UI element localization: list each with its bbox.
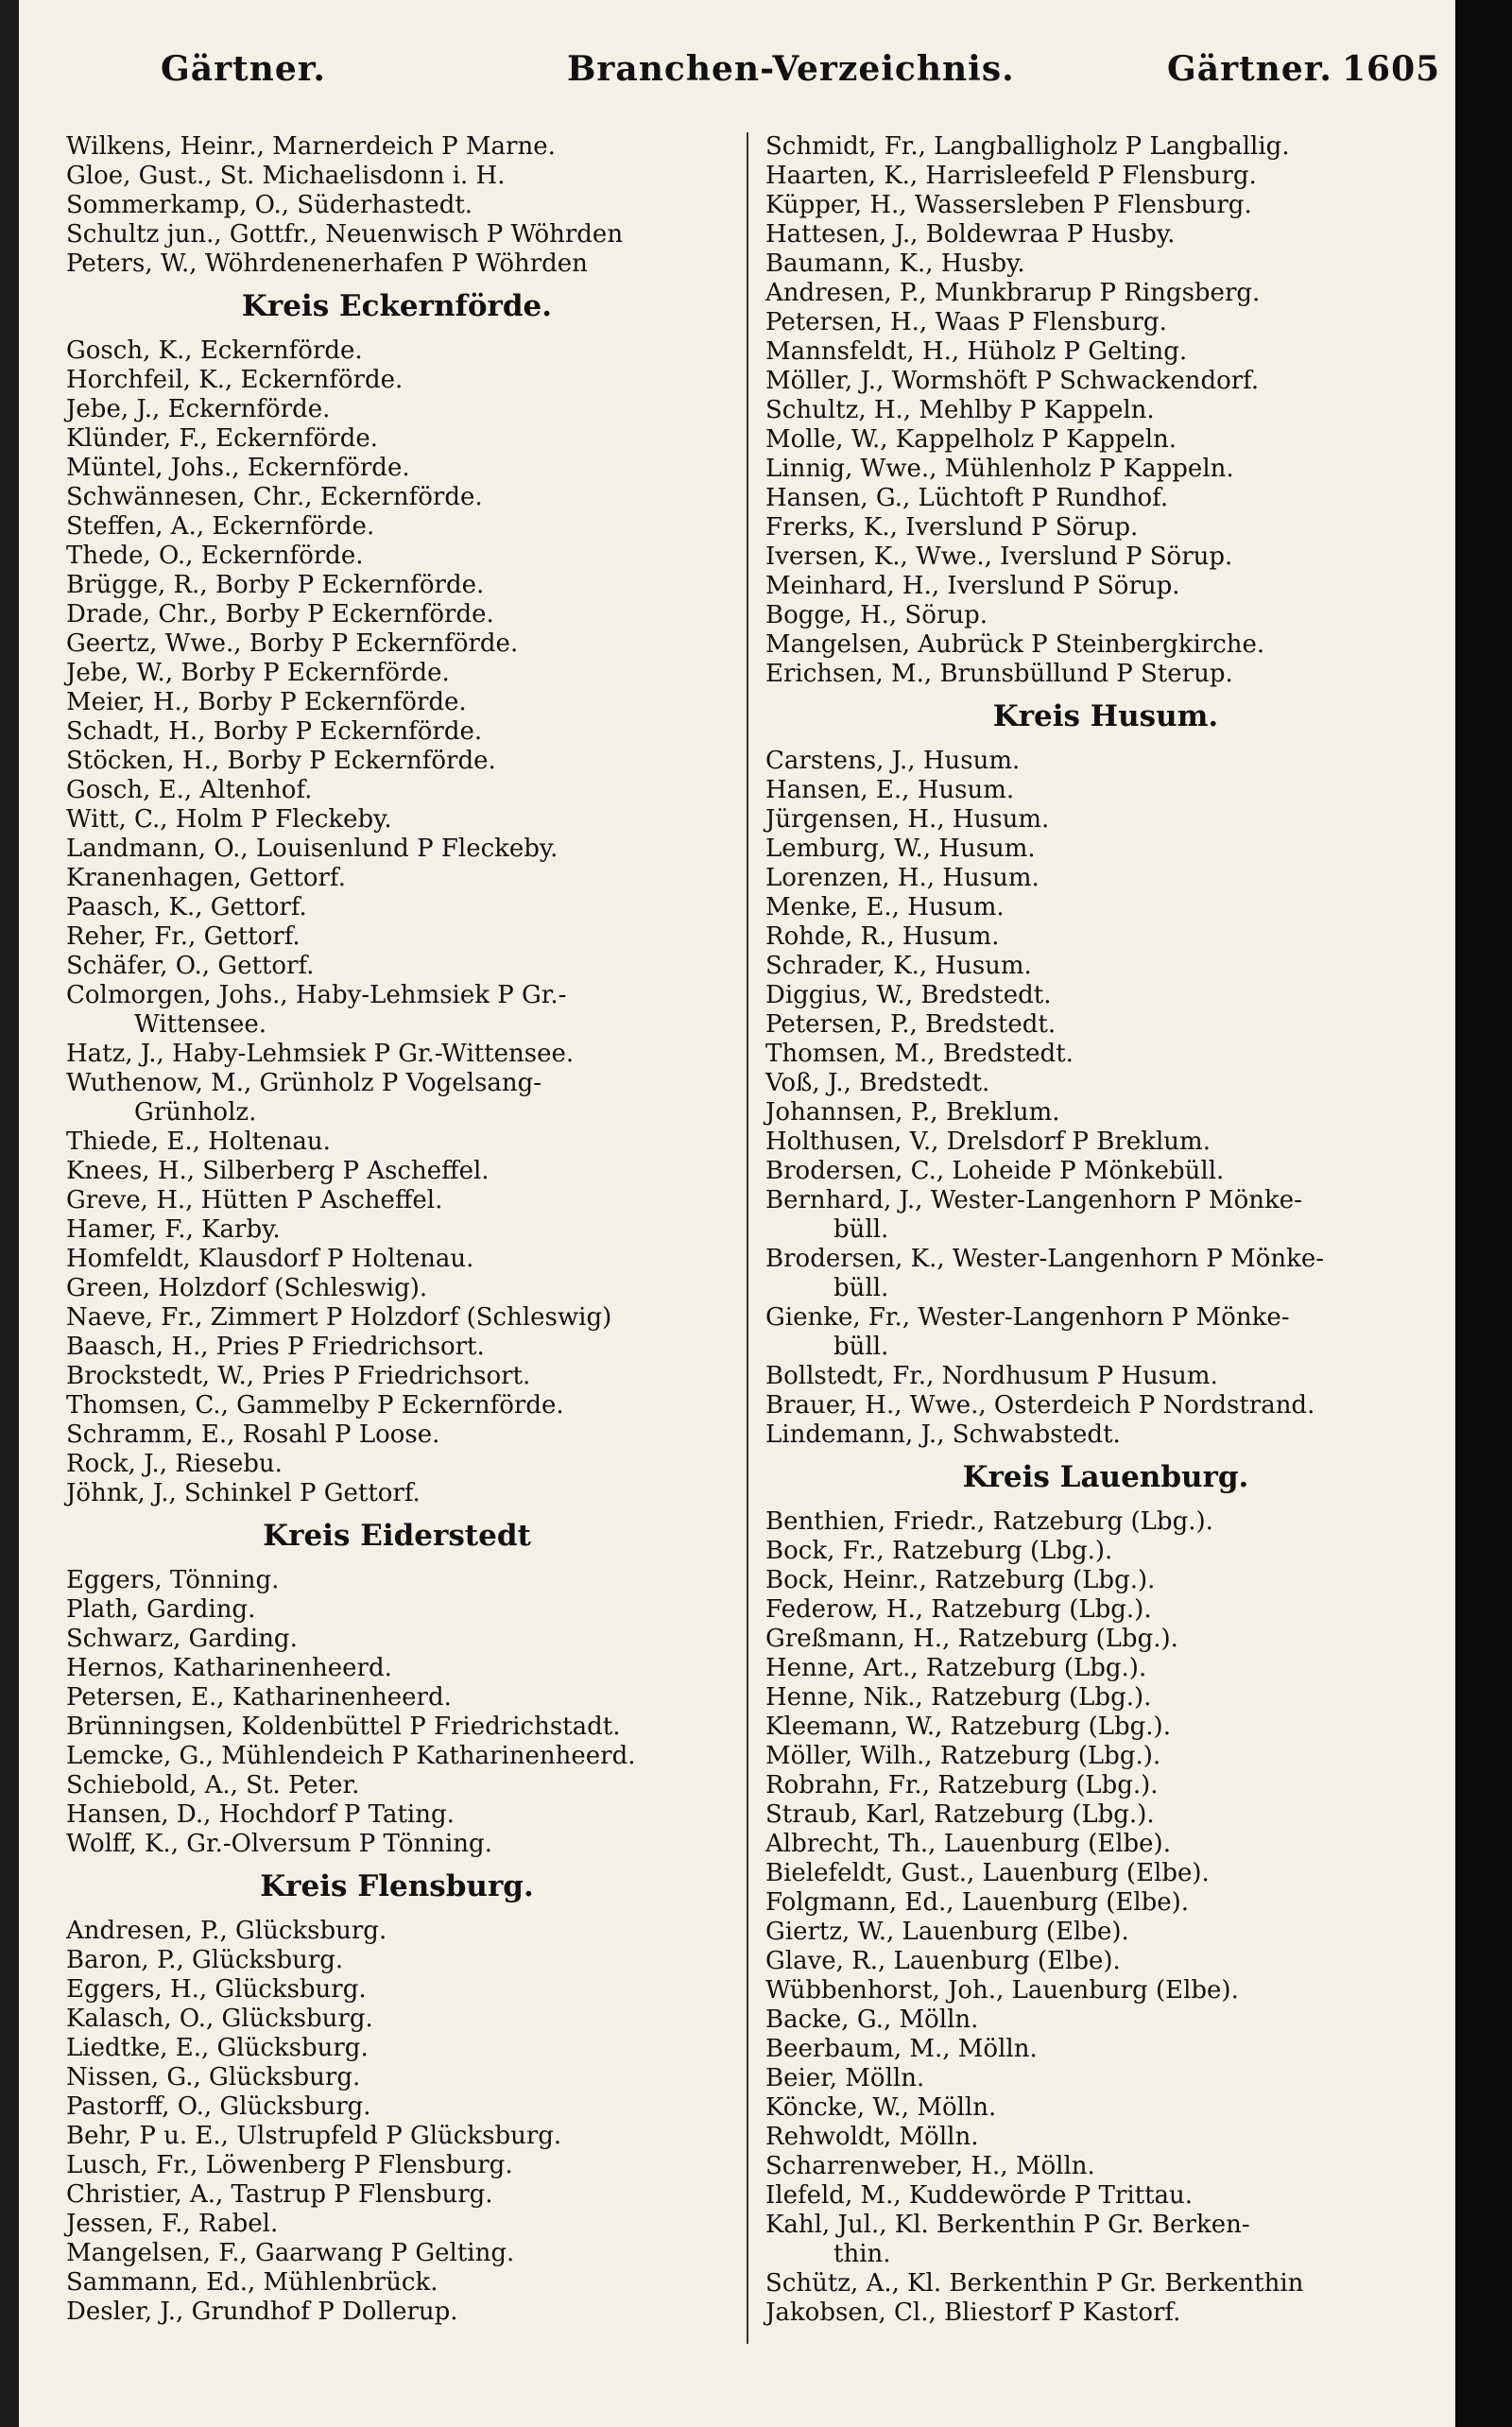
directory-entry: Erichsen, M., Brunsbüllund P Sterup. <box>765 660 1233 688</box>
directory-entry: Kranenhagen, Gettorf. <box>66 864 346 892</box>
directory-entry: Andresen, P., Glücksburg. <box>66 1917 387 1945</box>
directory-entry: Johannsen, P., Breklum. <box>765 1098 1060 1127</box>
entry-continuation: büll. <box>833 1274 889 1302</box>
directory-entry: Jebe, W., Borby P Eckernförde. <box>66 659 450 687</box>
directory-entry: Green, Holzdorf (Schleswig). <box>66 1274 428 1302</box>
directory-entry: Klünder, F., Eckernförde. <box>66 424 379 453</box>
directory-entry: Schramm, E., Rosahl P Loose. <box>66 1420 440 1449</box>
directory-entry: Desler, J., Grundhof P Dollerup. <box>66 2298 458 2326</box>
directory-entry: Horchfeil, K., Eckernförde. <box>66 366 404 394</box>
directory-entry: Steffen, A., Eckernförde. <box>66 512 375 541</box>
directory-entry: Köncke, W., Mölln. <box>765 2093 997 2122</box>
directory-entry: Naeve, Fr., Zimmert P Holzdorf (Schleswig) <box>66 1303 612 1332</box>
directory-entry: Möller, Wilh., Ratzeburg (Lbg.). <box>765 1742 1161 1770</box>
directory-entry: Knees, H., Silberberg P Ascheffel. <box>66 1157 490 1185</box>
directory-entry: Paasch, K., Gettorf. <box>66 893 307 921</box>
directory-entry: Federow, H., Ratzeburg (Lbg.). <box>765 1595 1152 1624</box>
directory-entry: Gosch, E., Altenhof. <box>66 776 313 804</box>
directory-entry: Liedtke, E., Glücksburg. <box>66 2034 369 2062</box>
directory-entry: Schwännesen, Chr., Eckernförde. <box>66 483 483 511</box>
directory-entry: Jürgensen, H., Husum. <box>765 805 1050 834</box>
directory-entry: Giertz, W., Lauenburg (Elbe). <box>765 1918 1129 1946</box>
directory-entry: Folgmann, Ed., Lauenburg (Elbe). <box>765 1888 1190 1917</box>
directory-entry: Jöhnk, J., Schinkel P Gettorf. <box>66 1479 421 1507</box>
directory-entry: Wübbenhorst, Joh., Lauenburg (Elbe). <box>765 1976 1239 2005</box>
section-heading: Kreis Eiderstedt <box>263 1519 531 1553</box>
directory-entry: Thomsen, M., Bredstedt. <box>765 1040 1074 1068</box>
directory-entry: Rehwoldt, Mölln. <box>765 2123 979 2151</box>
directory-entry: Brauer, H., Wwe., Osterdeich P Nordstrand. <box>765 1391 1315 1420</box>
directory-entry: Andresen, P., Munkbrarup P Ringsberg. <box>765 279 1261 307</box>
directory-entry: Bernhard, J., Wester-Langenhorn P Mönke- <box>765 1186 1302 1214</box>
directory-entry: Petersen, P., Bredstedt. <box>765 1010 1057 1039</box>
directory-entry: Thomsen, C., Gammelby P Eckernförde. <box>66 1391 564 1420</box>
directory-entry: Straub, Karl, Ratzeburg (Lbg.). <box>765 1800 1155 1829</box>
directory-entry: Gienke, Fr., Wester-Langenhorn P Mönke- <box>765 1303 1290 1332</box>
entry-continuation: büll. <box>833 1215 889 1244</box>
directory-entry: Lemburg, W., Husum. <box>765 835 1036 863</box>
directory-entry: Meinhard, H., Iverslund P Sörup. <box>765 572 1180 600</box>
directory-entry: Pastorff, O., Glücksburg. <box>66 2092 371 2121</box>
directory-entry: Brodersen, C., Loheide P Mönkebüll. <box>765 1157 1225 1185</box>
right-column <box>765 132 1446 2328</box>
section-heading: Kreis Husum. <box>992 699 1219 733</box>
directory-entry: Kleemann, W., Ratzeburg (Lbg.). <box>765 1713 1171 1741</box>
directory-entry: Wuthenow, M., Grünholz P Vogelsang- <box>66 1069 542 1097</box>
directory-entry: Lorenzen, H., Husum. <box>765 864 1040 892</box>
directory-entry: Gloe, Gust., St. Michaelisdonn i. H. <box>66 162 506 190</box>
directory-entry: Frerks, K., Iverslund P Sörup. <box>765 513 1139 542</box>
directory-entry: Beier, Mölln. <box>765 2064 925 2092</box>
directory-entry: Hattesen, J., Boldewraa P Husby. <box>765 220 1176 249</box>
directory-entry: Mangelsen, Aubrück P Steinbergkirche. <box>765 630 1265 659</box>
directory-entry: Baasch, H., Pries P Friedrichsort. <box>66 1333 485 1361</box>
directory-entry: Christier, A., Tastrup P Flensburg. <box>66 2180 493 2209</box>
directory-entry: Bock, Fr., Ratzeburg (Lbg.). <box>765 1537 1113 1565</box>
directory-entry: Voß, J., Bredstedt. <box>765 1069 990 1097</box>
directory-entry: Holthusen, V., Drelsdorf P Breklum. <box>765 1127 1211 1156</box>
directory-entry: Ilefeld, M., Kuddewörde P Trittau. <box>765 2181 1194 2210</box>
directory-entry: Geertz, Wwe., Borby P Eckernförde. <box>66 629 519 658</box>
directory-entry: Schrader, K., Husum. <box>765 952 1032 980</box>
directory-entry: Kalasch, O., Glücksburg. <box>66 2005 373 2033</box>
directory-entry: Carstens, J., Husum. <box>765 747 1021 775</box>
directory-entry: Beerbaum, M., Mölln. <box>765 2035 1038 2063</box>
directory-entry: Müntel, Johs., Eckernförde. <box>66 454 410 482</box>
directory-entry: Schiebold, A., St. Peter. <box>66 1771 360 1799</box>
directory-entry: Greßmann, H., Ratzeburg (Lbg.). <box>765 1625 1178 1653</box>
directory-entry: Haarten, K., Harrisleefeld P Flensburg. <box>765 162 1257 190</box>
page-number: 1605 <box>1342 49 1441 89</box>
directory-entry: Brodersen, K., Wester-Langenhorn P Mönke- <box>765 1245 1325 1273</box>
directory-entry: Greve, H., Hütten P Ascheffel. <box>66 1186 443 1214</box>
directory-entry: Lindemann, J., Schwabstedt. <box>765 1420 1121 1449</box>
directory-entry: Küpper, H., Wassersleben P Flensburg. <box>765 191 1252 219</box>
directory-entry: Witt, C., Holm P Fleckeby. <box>66 805 392 834</box>
directory-entry: Jakobsen, Cl., Bliestorf P Kastorf. <box>765 2298 1181 2327</box>
directory-entry: Schultz jun., Gottfr., Neuenwisch P Wöhrden <box>66 220 624 249</box>
directory-entry: Behr, P u. E., Ulstrupfeld P Glücksburg. <box>66 2122 562 2150</box>
section-heading: Kreis Flensburg. <box>260 1869 534 1903</box>
header-left: Gärtner. <box>161 49 326 89</box>
directory-entry: Hansen, D., Hochdorf P Tating. <box>66 1800 455 1829</box>
directory-entry: Benthien, Friedr., Ratzeburg (Lbg.). <box>765 1507 1213 1536</box>
section-heading: Kreis Lauenburg. <box>962 1460 1249 1494</box>
section-heading: Kreis Eckernförde. <box>241 289 553 323</box>
directory-page <box>19 0 1455 2427</box>
directory-entry: Mannsfeldt, H., Hüholz P Gelting. <box>765 337 1188 366</box>
directory-entry: Rohde, R., Husum. <box>765 922 1000 951</box>
directory-entry: Petersen, E., Katharinenheerd. <box>66 1683 452 1712</box>
directory-entry: Schütz, A., Kl. Berkenthin P Gr. Berkenthin <box>765 2269 1304 2298</box>
directory-entry: Nissen, G., Glücksburg. <box>66 2063 361 2091</box>
directory-entry: Molle, W., Kappelholz P Kappeln. <box>765 425 1177 454</box>
directory-entry: Diggius, W., Bredstedt. <box>765 981 1052 1009</box>
directory-entry: Drade, Chr., Borby P Eckernförde. <box>66 600 494 628</box>
directory-entry: Bock, Heinr., Ratzeburg (Lbg.). <box>765 1566 1156 1594</box>
directory-entry: Homfeldt, Klausdorf P Holtenau. <box>66 1245 474 1273</box>
entry-continuation: büll. <box>833 1333 889 1361</box>
directory-entry: Lemcke, G., Mühlendeich P Katharinenheerd. <box>66 1742 636 1770</box>
entry-continuation: Grünholz. <box>134 1098 257 1127</box>
directory-entry: Linnig, Wwe., Mühlenholz P Kappeln. <box>765 455 1234 483</box>
directory-entry: Wilkens, Heinr., Marnerdeich P Marne. <box>66 132 556 161</box>
directory-entry: Glave, R., Lauenburg (Elbe). <box>765 1947 1121 1975</box>
directory-entry: Sommerkamp, O., Süderhastedt. <box>66 191 473 219</box>
directory-entry: Hansen, E., Husum. <box>765 776 1015 804</box>
directory-entry: Hernos, Katharinenheerd. <box>66 1654 392 1682</box>
directory-entry: Lusch, Fr., Löwenberg P Flensburg. <box>66 2151 513 2179</box>
directory-entry: Robrahn, Fr., Ratzeburg (Lbg.). <box>765 1771 1159 1799</box>
directory-entry: Schmidt, Fr., Langballigholz P Langballig. <box>765 132 1290 161</box>
directory-entry: Meier, H., Borby P Eckernförde. <box>66 688 467 716</box>
directory-entry: Backe, G., Mölln. <box>765 2005 979 2034</box>
directory-entry: Sammann, Ed., Mühlenbrück. <box>66 2268 438 2297</box>
header-center: Branchen-Verzeichnis. <box>567 49 1015 89</box>
header-right: Gärtner. <box>1167 49 1332 89</box>
directory-entry: Hamer, F., Karby. <box>66 1215 281 1244</box>
entry-continuation: Wittensee. <box>134 1010 266 1039</box>
directory-entry: Kahl, Jul., Kl. Berkenthin P Gr. Berken- <box>765 2211 1250 2239</box>
directory-entry: Plath, Garding. <box>66 1595 256 1624</box>
directory-entry: Jebe, J., Eckernförde. <box>66 395 331 423</box>
entry-continuation: thin. <box>833 2240 891 2268</box>
directory-entry: Brügge, R., Borby P Eckernförde. <box>66 571 485 599</box>
directory-entry: Henne, Nik., Ratzeburg (Lbg.). <box>765 1683 1152 1712</box>
directory-entry: Brockstedt, W., Pries P Friedrichsort. <box>66 1362 531 1390</box>
directory-entry: Scharrenweber, H., Mölln. <box>765 2152 1095 2180</box>
directory-entry: Landmann, O., Louisenlund P Fleckeby. <box>66 835 558 863</box>
directory-entry: Eggers, H., Glücksburg. <box>66 1975 367 2004</box>
directory-entry: Menke, E., Husum. <box>765 893 1005 921</box>
directory-entry: Hatz, J., Haby-Lehmsiek P Gr.-Wittensee. <box>66 1040 575 1068</box>
directory-entry: Reher, Fr., Gettorf. <box>66 922 301 951</box>
directory-entry: Thede, O., Eckernförde. <box>66 542 364 570</box>
directory-entry: Schadt, H., Borby P Eckernförde. <box>66 717 483 746</box>
directory-entry: Bollstedt, Fr., Nordhusum P Husum. <box>765 1362 1218 1390</box>
directory-entry: Gosch, K., Eckernförde. <box>66 336 363 365</box>
column-divider <box>747 132 748 2344</box>
directory-entry: Schultz, H., Mehlby P Kappeln. <box>765 396 1155 424</box>
directory-entry: Schäfer, O., Gettorf. <box>66 952 315 980</box>
directory-entry: Rock, J., Riesebu. <box>66 1450 283 1478</box>
directory-entry: Jessen, F., Rabel. <box>66 2210 279 2238</box>
left-column <box>66 132 728 2327</box>
directory-entry: Henne, Art., Ratzeburg (Lbg.). <box>765 1654 1147 1682</box>
directory-entry: Brünningsen, Koldenbüttel P Friedrichstadt. <box>66 1713 621 1741</box>
directory-entry: Eggers, Tönning. <box>66 1566 280 1594</box>
directory-entry: Bielefeldt, Gust., Lauenburg (Elbe). <box>765 1859 1210 1887</box>
directory-entry: Iversen, K., Wwe., Iverslund P Sörup. <box>765 542 1233 571</box>
directory-entry: Hansen, G., Lüchtoft P Rundhof. <box>765 484 1169 512</box>
directory-entry: Mangelsen, F., Gaarwang P Gelting. <box>66 2239 515 2267</box>
directory-entry: Baron, P., Glücksburg. <box>66 1946 344 1974</box>
directory-entry: Möller, J., Wormshöft P Schwackendorf. <box>765 367 1260 395</box>
directory-entry: Baumann, K., Husby. <box>765 250 1025 278</box>
directory-entry: Stöcken, H., Borby P Eckernförde. <box>66 747 496 775</box>
directory-entry: Thiede, E., Holtenau. <box>66 1127 331 1156</box>
directory-entry: Petersen, H., Waas P Flensburg. <box>765 308 1167 336</box>
scan-background <box>1455 0 1512 2427</box>
directory-entry: Schwarz, Garding. <box>66 1625 298 1653</box>
scan-edge <box>0 0 19 2427</box>
directory-entry: Bogge, H., Sörup. <box>765 601 988 629</box>
directory-entry: Peters, W., Wöhrdenenerhafen P Wöhrden <box>66 250 588 278</box>
directory-entry: Colmorgen, Johs., Haby-Lehmsiek P Gr.- <box>66 981 567 1009</box>
directory-entry: Albrecht, Th., Lauenburg (Elbe). <box>765 1830 1171 1858</box>
directory-entry: Wolff, K., Gr.-Olversum P Tönning. <box>66 1830 492 1858</box>
